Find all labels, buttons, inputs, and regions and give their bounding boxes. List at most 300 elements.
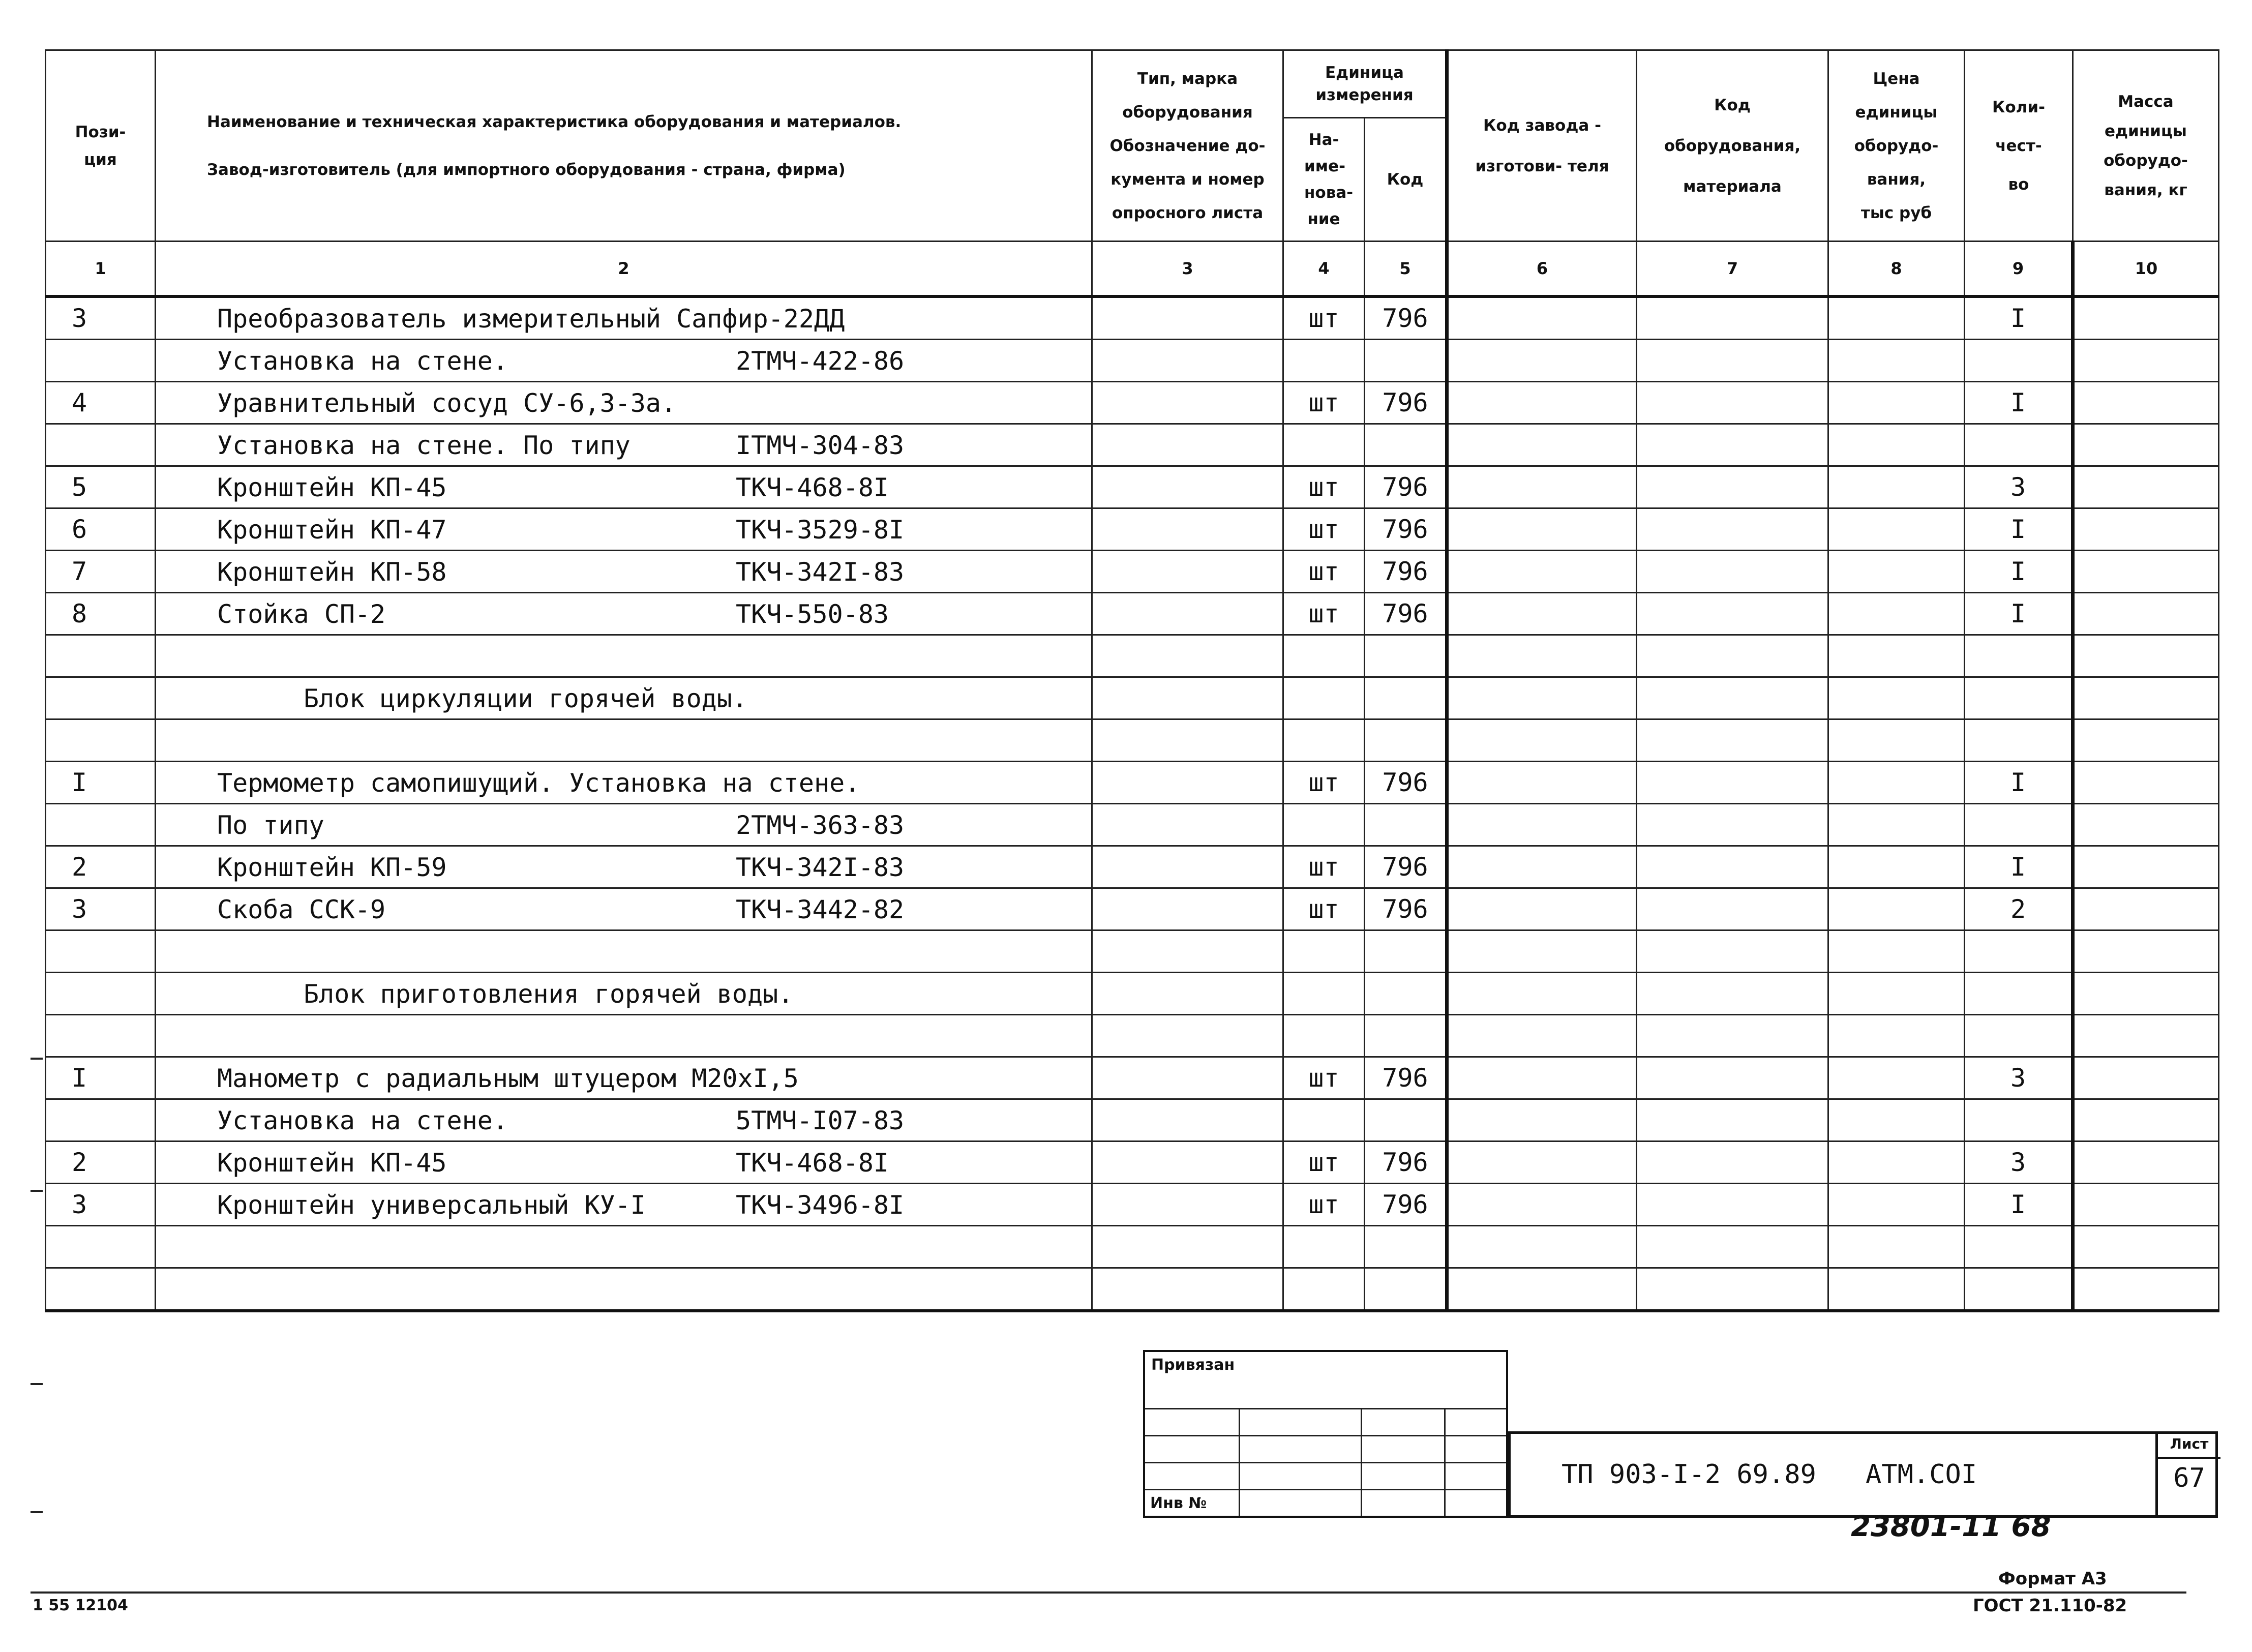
row-maker-code [1447, 296, 1637, 340]
row-maker-code [1447, 1184, 1637, 1226]
row-position: 3 [46, 1184, 156, 1226]
item-name: Кронштейн КП-59 [217, 853, 447, 882]
section-title: Блок циркуляции горячей воды. [304, 684, 747, 713]
row-name [156, 635, 1092, 677]
row-mass [2073, 888, 2219, 930]
row-type [1092, 804, 1283, 846]
row-price [1828, 551, 1965, 593]
row-maker-code [1447, 1268, 1637, 1311]
row-unit: шт [1283, 1057, 1365, 1099]
row-type [1092, 1015, 1283, 1057]
row-maker-code [1447, 973, 1637, 1015]
stamp-line [1239, 1408, 1240, 1516]
row-mass [2073, 930, 2219, 973]
row-unit [1283, 719, 1365, 762]
row-equipment-code [1637, 296, 1828, 340]
row-mass [2073, 1015, 2219, 1057]
row-maker-code [1447, 762, 1637, 804]
row-equipment-code [1637, 930, 1828, 973]
item-name: Манометр с радиальным штуцером М20хI,5 [217, 1064, 799, 1093]
row-unit: шт [1283, 382, 1365, 424]
row-mass [2073, 1099, 2219, 1142]
row-mass [2073, 762, 2219, 804]
item-doc-number: ТКЧ-3496-8I [736, 1190, 905, 1220]
row-mass [2073, 593, 2219, 635]
row-equipment-code [1637, 1184, 1828, 1226]
row-quantity: I [1965, 846, 2073, 888]
row-type [1092, 846, 1283, 888]
row-type [1092, 719, 1283, 762]
row-quantity: 3 [1965, 466, 2073, 508]
row-unit [1283, 1226, 1365, 1268]
row-quantity [1965, 719, 2073, 762]
table-row [46, 340, 2219, 382]
item-name: Кронштейн КП-47 [217, 515, 447, 545]
row-position [46, 1099, 156, 1142]
row-quantity [1965, 677, 2073, 719]
row-name [156, 804, 1092, 846]
item-name: Уравнительный сосуд СУ-6,3-3а. [217, 388, 677, 418]
header-price: Цена единицы оборудо- вания, тыс руб [1828, 50, 1965, 242]
row-maker-code [1447, 508, 1637, 551]
row-unit: шт [1283, 846, 1365, 888]
row-unit-code [1365, 635, 1447, 677]
row-name [156, 1015, 1092, 1057]
column-number: 6 [1447, 242, 1637, 297]
header-unit-code: Код [1365, 118, 1447, 242]
table-row [46, 424, 2219, 466]
row-quantity [1965, 340, 2073, 382]
row-quantity [1965, 1015, 2073, 1057]
header-unit-name: На- име- нова- ние [1283, 118, 1365, 242]
row-equipment-code [1637, 424, 1828, 466]
sheet-box [2155, 1431, 2220, 1518]
table-row [46, 1226, 2219, 1268]
item-name: Стойка СП-2 [217, 599, 386, 629]
row-equipment-code [1637, 762, 1828, 804]
row-equipment-code [1637, 1099, 1828, 1142]
row-equipment-code [1637, 677, 1828, 719]
row-mass [2073, 1184, 2219, 1226]
specification-table [45, 49, 2219, 1312]
row-unit [1283, 424, 1365, 466]
row-name [156, 846, 1092, 888]
row-type [1092, 762, 1283, 804]
title-mark: АТМ.СОI [1866, 1459, 1977, 1490]
row-unit-code [1365, 340, 1447, 382]
row-unit-code: 796 [1365, 593, 1447, 635]
item-doc-number: ТКЧ-3529-8I [736, 515, 905, 545]
row-quantity: I [1965, 382, 2073, 424]
item-doc-number: IТМЧ-304-83 [736, 431, 905, 460]
row-type [1092, 593, 1283, 635]
item-name: Кронштейн КП-45 [217, 1148, 447, 1178]
row-name [156, 677, 1092, 719]
row-position [46, 677, 156, 719]
header-type: Тип, марка оборудования Обозначение до- кумента и номер опросного листа [1092, 50, 1283, 242]
row-quantity: I [1965, 296, 2073, 340]
row-position [46, 973, 156, 1015]
sheet-number: 67 [2173, 1463, 2205, 1493]
row-price [1828, 1268, 1965, 1311]
column-number: 2 [156, 242, 1092, 297]
table-row [46, 296, 2219, 340]
row-unit [1283, 1015, 1365, 1057]
row-unit-code: 796 [1365, 1057, 1447, 1099]
row-mass [2073, 846, 2219, 888]
row-equipment-code [1637, 551, 1828, 593]
row-position: 2 [46, 1142, 156, 1184]
row-equipment-code [1637, 1057, 1828, 1099]
row-unit-code [1365, 424, 1447, 466]
row-mass [2073, 677, 2219, 719]
row-type [1092, 1057, 1283, 1099]
row-mass [2073, 635, 2219, 677]
stamp-inv-label: Инв № [1150, 1494, 1207, 1512]
table-row [46, 762, 2219, 804]
row-position [46, 424, 156, 466]
row-maker-code [1447, 804, 1637, 846]
row-price [1828, 593, 1965, 635]
stamp-line [1145, 1462, 1506, 1463]
row-type [1092, 1184, 1283, 1226]
stamp-line [1145, 1435, 1506, 1436]
row-mass [2073, 719, 2219, 762]
table-row [46, 551, 2219, 593]
row-unit: шт [1283, 1142, 1365, 1184]
row-price [1828, 1142, 1965, 1184]
row-name [156, 466, 1092, 508]
header-mass: Масса единицы оборудо- вания, кг [2073, 50, 2219, 242]
row-equipment-code [1637, 1015, 1828, 1057]
row-equipment-code [1637, 1268, 1828, 1311]
row-name [156, 1184, 1092, 1226]
table-row [46, 635, 2219, 677]
table-row [46, 593, 2219, 635]
row-unit-code [1365, 1226, 1447, 1268]
row-unit-code: 796 [1365, 1142, 1447, 1184]
row-maker-code [1447, 719, 1637, 762]
row-type [1092, 340, 1283, 382]
header-maker-code: Код завода - изготови- теля [1447, 50, 1637, 242]
row-position [46, 340, 156, 382]
header-quantity: Коли- чест- во [1965, 50, 2073, 242]
row-maker-code [1447, 1226, 1637, 1268]
item-name: Кронштейн КП-58 [217, 557, 447, 587]
title-block [1508, 1431, 2218, 1518]
row-type [1092, 508, 1283, 551]
row-price [1828, 1057, 1965, 1099]
row-quantity: 2 [1965, 888, 2073, 930]
margin-tick [31, 1058, 43, 1060]
row-mass [2073, 466, 2219, 508]
stamp-line [1444, 1408, 1446, 1516]
row-equipment-code [1637, 1142, 1828, 1184]
row-unit: шт [1283, 551, 1365, 593]
row-maker-code [1447, 1057, 1637, 1099]
row-type [1092, 973, 1283, 1015]
row-price [1828, 508, 1965, 551]
column-number: 5 [1365, 242, 1447, 297]
row-mass [2073, 1268, 2219, 1311]
row-quantity [1965, 973, 2073, 1015]
row-unit-code: 796 [1365, 382, 1447, 424]
row-unit-code: 796 [1365, 1184, 1447, 1226]
row-maker-code [1447, 340, 1637, 382]
row-unit-code [1365, 1268, 1447, 1311]
row-unit [1283, 677, 1365, 719]
item-doc-number: ТКЧ-550-83 [736, 599, 889, 629]
table-row [46, 508, 2219, 551]
table-row [46, 1268, 2219, 1311]
row-equipment-code [1637, 593, 1828, 635]
row-unit [1283, 1099, 1365, 1142]
row-quantity [1965, 1099, 2073, 1142]
row-equipment-code [1637, 466, 1828, 508]
row-price [1828, 466, 1965, 508]
row-maker-code [1447, 1099, 1637, 1142]
row-name [156, 551, 1092, 593]
header-equipment-code: Код оборудования, материала [1637, 50, 1828, 242]
row-position: 3 [46, 888, 156, 930]
row-equipment-code [1637, 340, 1828, 382]
row-mass [2073, 1142, 2219, 1184]
row-position [46, 1268, 156, 1311]
column-number: 7 [1637, 242, 1828, 297]
sheet-label: Лист [2158, 1431, 2220, 1459]
row-price [1828, 804, 1965, 846]
column-number: 4 [1283, 242, 1365, 297]
footer-format: Формат А3 [1998, 1569, 2107, 1589]
row-unit [1283, 635, 1365, 677]
row-mass [2073, 424, 2219, 466]
row-quantity: I [1965, 593, 2073, 635]
header-name [156, 50, 1092, 242]
row-maker-code [1447, 1142, 1637, 1184]
header-row-1 [46, 50, 2219, 118]
row-type [1092, 930, 1283, 973]
column-number: 1 [46, 242, 156, 297]
row-unit-code [1365, 1015, 1447, 1057]
row-position: 6 [46, 508, 156, 551]
row-name [156, 762, 1092, 804]
table-row [46, 466, 2219, 508]
row-quantity [1965, 1226, 2073, 1268]
row-quantity: I [1965, 762, 2073, 804]
item-name: Термометр самопишущий. Установка на стене. [217, 768, 860, 798]
item-doc-number: ТКЧ-342I-83 [736, 557, 905, 587]
row-name [156, 508, 1092, 551]
header-unit-group: Единица измерения [1283, 50, 1447, 118]
row-name [156, 719, 1092, 762]
margin-tick [31, 1190, 43, 1192]
row-position [46, 930, 156, 973]
row-equipment-code [1637, 973, 1828, 1015]
margin-tick [31, 1511, 43, 1513]
item-doc-number: ТКЧ-468-8I [736, 473, 889, 502]
row-price [1828, 973, 1965, 1015]
row-price [1828, 1184, 1965, 1226]
row-price [1828, 424, 1965, 466]
row-type [1092, 888, 1283, 930]
title-doc-code: ТП 903-I-2 69.89 [1562, 1459, 1816, 1490]
row-maker-code [1447, 593, 1637, 635]
row-price [1828, 677, 1965, 719]
row-quantity: I [1965, 551, 2073, 593]
row-equipment-code [1637, 804, 1828, 846]
row-unit: шт [1283, 762, 1365, 804]
row-equipment-code [1637, 508, 1828, 551]
row-price [1828, 719, 1965, 762]
table-row [46, 846, 2219, 888]
row-type [1092, 1268, 1283, 1311]
table-row [46, 677, 2219, 719]
handwritten-number: 23801-11 68 [1851, 1510, 2051, 1543]
item-name: Установка на стене. [217, 1106, 508, 1135]
footer-left-code: 1 55 12104 [33, 1597, 128, 1614]
row-type [1092, 382, 1283, 424]
row-position [46, 635, 156, 677]
row-unit-code: 796 [1365, 466, 1447, 508]
section-title: Блок приготовления горячей воды. [304, 979, 794, 1009]
row-name [156, 593, 1092, 635]
table-row [46, 1142, 2219, 1184]
header-name-line1: Наименование и техническая характеристика оборудования и материалов. [207, 112, 902, 131]
row-name [156, 296, 1092, 340]
row-price [1828, 296, 1965, 340]
row-type [1092, 466, 1283, 508]
stamp-line [1361, 1408, 1362, 1516]
row-equipment-code [1637, 888, 1828, 930]
row-quantity [1965, 804, 2073, 846]
row-name [156, 930, 1092, 973]
row-name [156, 424, 1092, 466]
column-number: 8 [1828, 242, 1965, 297]
row-unit [1283, 1268, 1365, 1311]
row-maker-code [1447, 466, 1637, 508]
row-name [156, 888, 1092, 930]
row-unit-code [1365, 804, 1447, 846]
row-unit-code [1365, 930, 1447, 973]
item-name: Кронштейн универсальный КУ-I [217, 1190, 646, 1220]
row-maker-code [1447, 382, 1637, 424]
item-name: Скоба ССК-9 [217, 895, 386, 924]
row-type [1092, 551, 1283, 593]
item-doc-number: 2ТМЧ-363-83 [736, 810, 905, 840]
row-mass [2073, 508, 2219, 551]
row-price [1828, 930, 1965, 973]
row-equipment-code [1637, 1226, 1828, 1268]
row-unit: шт [1283, 1184, 1365, 1226]
row-position: 2 [46, 846, 156, 888]
row-type [1092, 677, 1283, 719]
row-unit: шт [1283, 508, 1365, 551]
item-name: Кронштейн КП-45 [217, 473, 447, 502]
row-unit: шт [1283, 466, 1365, 508]
row-price [1828, 1226, 1965, 1268]
table-row [46, 930, 2219, 973]
row-quantity: 3 [1965, 1057, 2073, 1099]
row-position: I [46, 762, 156, 804]
row-equipment-code [1637, 846, 1828, 888]
row-type [1092, 635, 1283, 677]
row-position: 8 [46, 593, 156, 635]
row-maker-code [1447, 888, 1637, 930]
row-name [156, 340, 1092, 382]
table-row [46, 973, 2219, 1015]
stamp-attached-label: Привязан [1151, 1356, 1235, 1374]
table-row [46, 804, 2219, 846]
header-name-line2: Завод-изготовитель (для импортного оборудования - страна, фирма) [207, 160, 846, 179]
item-doc-number: 5ТМЧ-I07-83 [736, 1106, 905, 1135]
row-unit-code: 796 [1365, 296, 1447, 340]
row-maker-code [1447, 1015, 1637, 1057]
row-unit-code [1365, 719, 1447, 762]
row-maker-code [1447, 635, 1637, 677]
table-row [46, 1057, 2219, 1099]
row-quantity [1965, 1268, 2073, 1311]
column-number: 10 [2073, 242, 2219, 297]
row-price [1828, 1099, 1965, 1142]
row-equipment-code [1637, 635, 1828, 677]
table-row [46, 888, 2219, 930]
row-type [1092, 1142, 1283, 1184]
row-unit: шт [1283, 593, 1365, 635]
row-position: I [46, 1057, 156, 1099]
row-name [156, 1142, 1092, 1184]
row-maker-code [1447, 846, 1637, 888]
row-position [46, 719, 156, 762]
row-position: 4 [46, 382, 156, 424]
item-name: Установка на стене. [217, 346, 508, 376]
table-row [46, 382, 2219, 424]
row-type [1092, 296, 1283, 340]
item-name: По типу [217, 810, 324, 840]
row-unit-code: 796 [1365, 762, 1447, 804]
row-type [1092, 1099, 1283, 1142]
table-row [46, 719, 2219, 762]
row-unit-code [1365, 973, 1447, 1015]
row-unit [1283, 930, 1365, 973]
row-mass [2073, 973, 2219, 1015]
row-unit-code: 796 [1365, 846, 1447, 888]
row-mass [2073, 340, 2219, 382]
row-name [156, 382, 1092, 424]
stamp-line [1145, 1408, 1506, 1409]
row-type [1092, 1226, 1283, 1268]
row-unit [1283, 973, 1365, 1015]
row-price [1828, 762, 1965, 804]
table-row [46, 1099, 2219, 1142]
row-quantity [1965, 930, 2073, 973]
item-doc-number: ТКЧ-468-8I [736, 1148, 889, 1178]
row-mass [2073, 804, 2219, 846]
row-quantity: I [1965, 1184, 2073, 1226]
row-position [46, 1015, 156, 1057]
row-mass [2073, 551, 2219, 593]
row-position: 7 [46, 551, 156, 593]
row-price [1828, 340, 1965, 382]
item-name: Преобразователь измерительный Сапфир-22ДД [217, 304, 845, 334]
row-quantity: I [1965, 508, 2073, 551]
row-mass [2073, 1226, 2219, 1268]
row-position [46, 804, 156, 846]
approval-stamp [1143, 1350, 1508, 1518]
row-name [156, 1057, 1092, 1099]
item-doc-number: 2ТМЧ-422-86 [736, 346, 905, 376]
footer-gost: ГОСТ 21.110-82 [1973, 1596, 2127, 1616]
row-maker-code [1447, 424, 1637, 466]
